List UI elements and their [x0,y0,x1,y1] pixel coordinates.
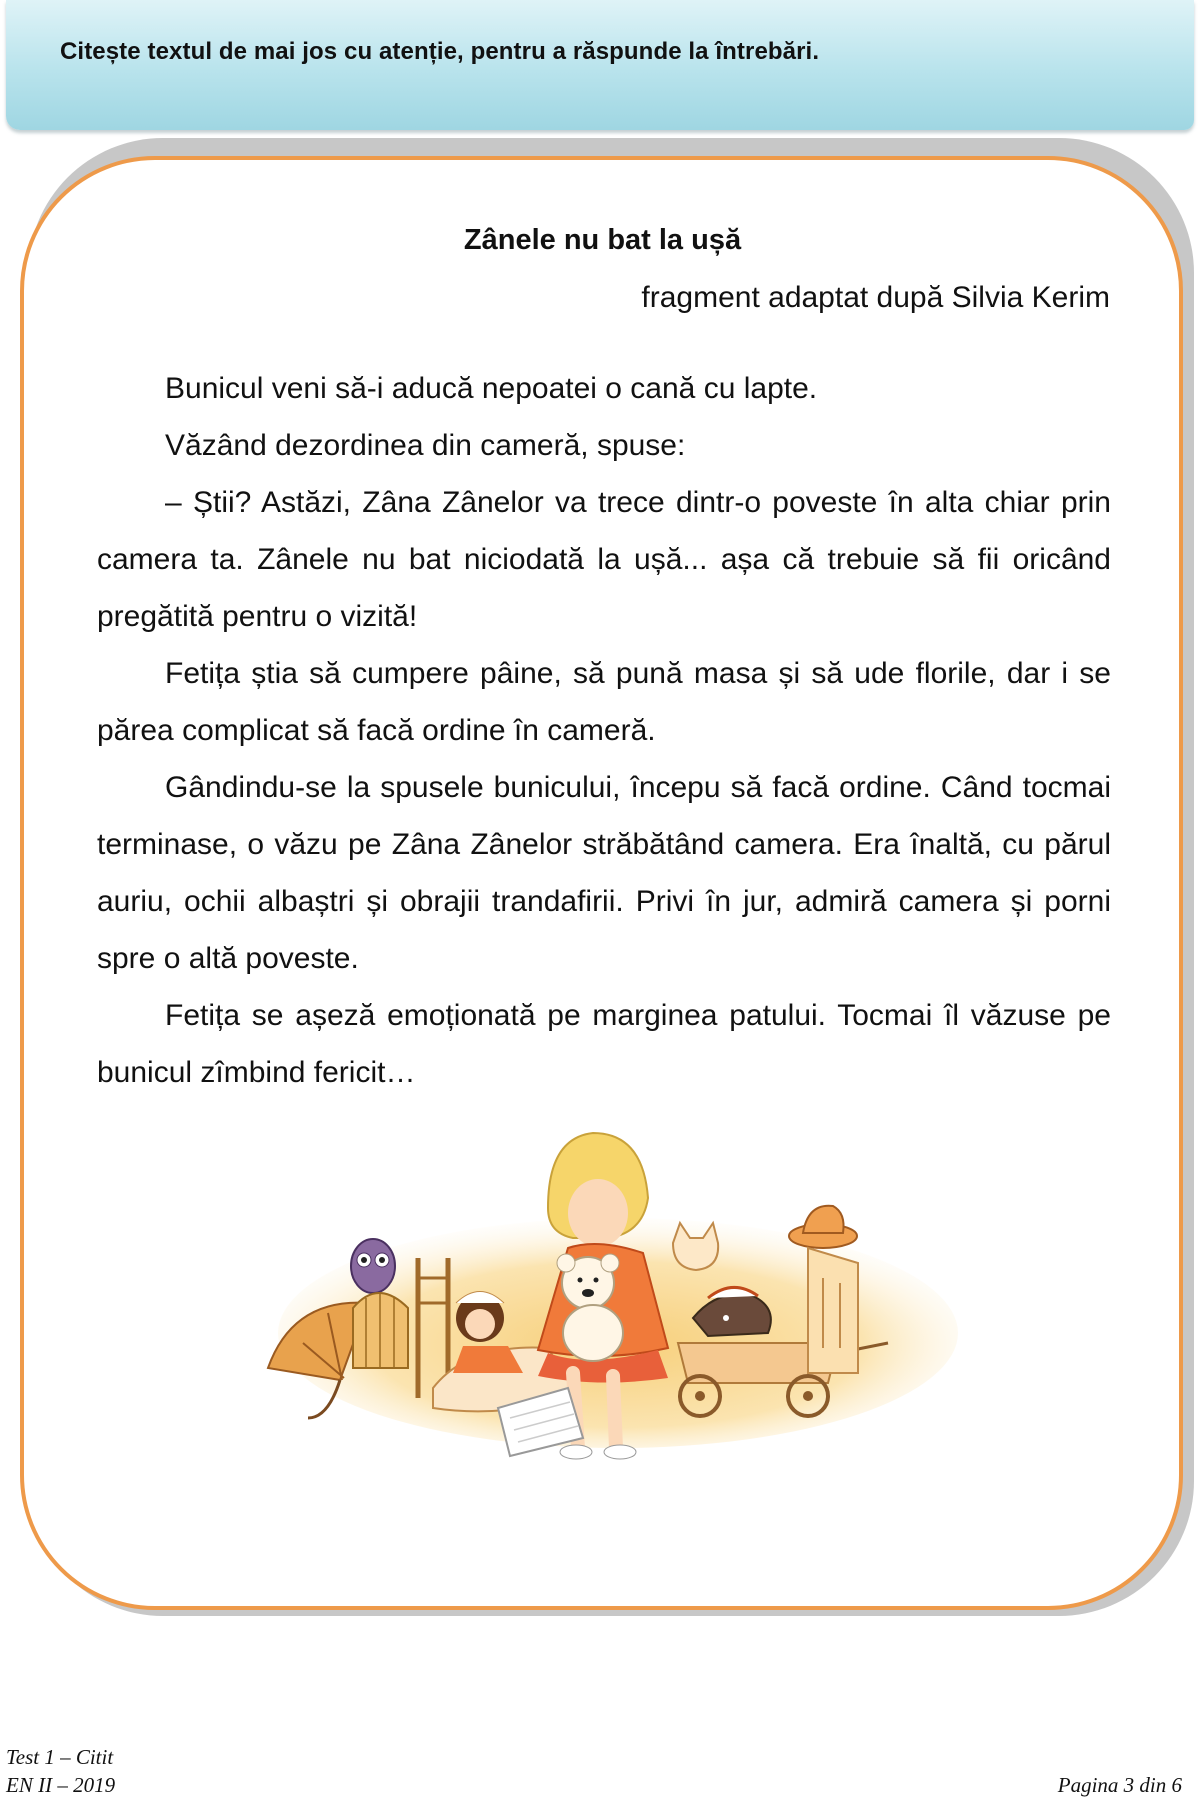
footer-test-info [6,1743,115,1799]
story-paragraph: Fetița se așeză emoționată pe marginea patului. Tocmai îl văzuse pe bunicul zîmbind fericit… [97,999,1111,1089]
story-illustration [248,1118,968,1468]
footer-exam: EN II – 2019 [6,1773,116,1797]
story-title: Zânele nu bat la ușă [463,224,742,256]
birdcage-drawing [353,1293,408,1368]
story-text [97,360,1111,1101]
story-attribution: fragment adaptat după Silvia Kerim [641,281,1110,314]
footer-test-name: Test 1 – Citit [6,1745,114,1769]
story-paragraph: Gândindu-se la spusele bunicului, începu să facă ordine. Când tocmai terminase, o văzu pe Zâna Zânelor străbătând camera. Era înaltă, cu părul auriu, ochii albaștri și obrajii trandafirii. Privi în jur, admiră camera și porni spre o altă poveste. [97,771,1111,975]
story-paragraph: Fetița știa să cumpere pâine, să pună masa și să ude florile, dar i se părea complicat să facă ordine în cameră. [97,657,1111,747]
instruction-header-bar [6,0,1194,130]
story-paragraph: Văzând dezordinea din cameră, spuse: [165,429,686,462]
story-paragraph: – Știi? Astăzi, Zâna Zânelor va trece dintr-o poveste în alta chiar prin camera ta. Zânele nu bat niciodată la ușă... așa că trebuie să fii oricând pregătită pentru o vizită! [97,486,1111,633]
footer-page-number: Pagina 3 din 6 [1057,1773,1182,1797]
owl-drawing [351,1239,395,1293]
instruction-text: Citește textul de mai jos cu atenție, pentru a răspunde la întrebări. [60,38,820,65]
story-paragraph: Bunicul veni să-i aducă nepoatei o cană cu lapte. [165,372,818,405]
